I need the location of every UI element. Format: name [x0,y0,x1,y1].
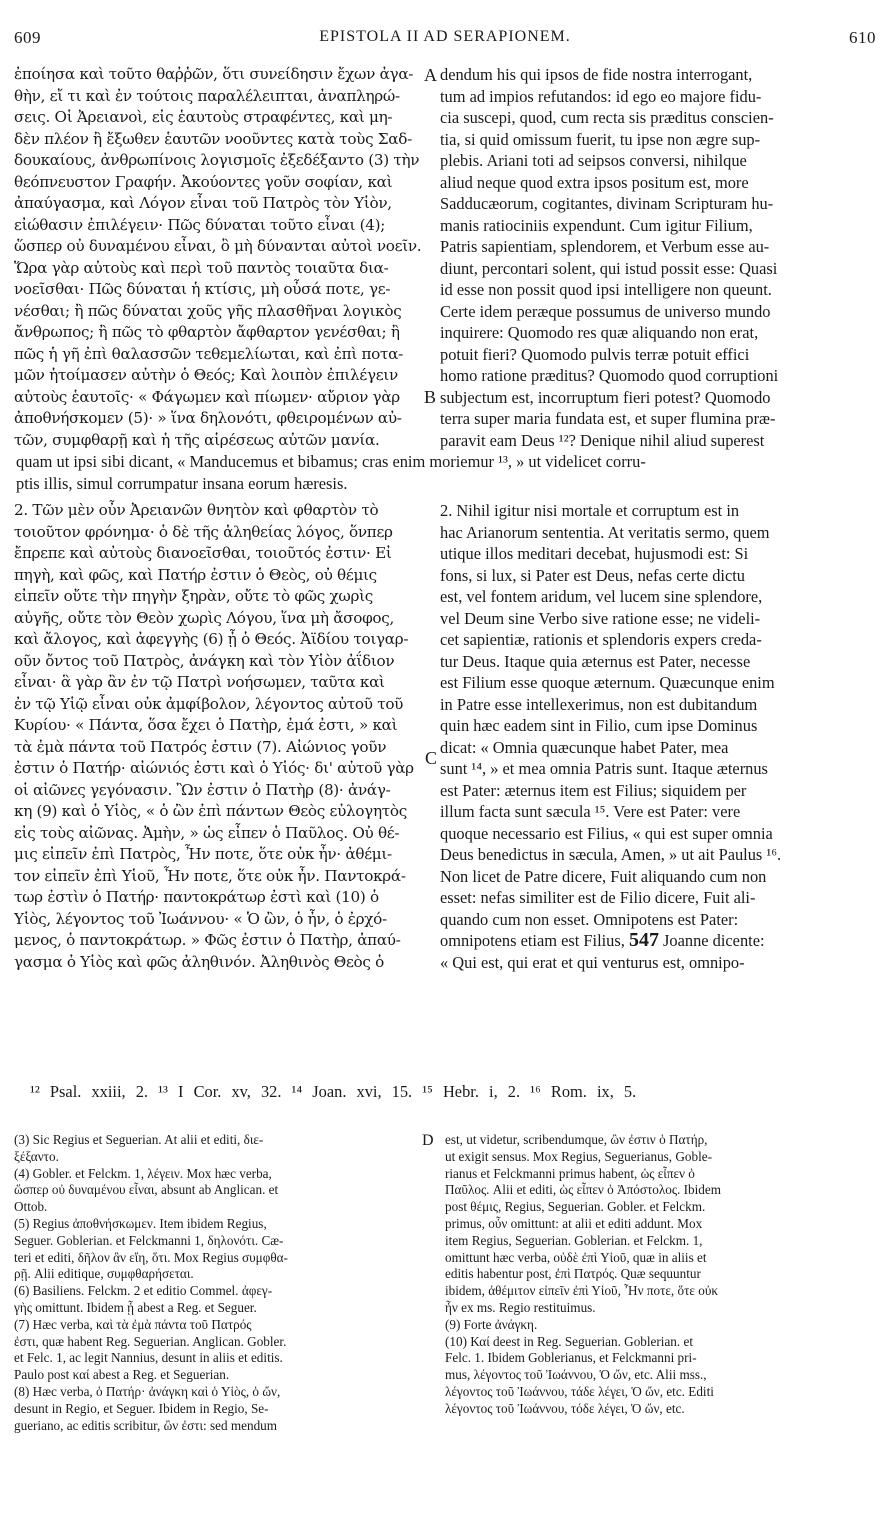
latin-text-line: cet sapientiæ, rationis et splendoris expers creda- [440,630,762,649]
latin-text-line: plebis. Ariani toti ad seipsos conversi, nihilque [440,151,747,170]
latin-text-line: quin hæc eadem sint in Filio, cum ipse Dominus [440,716,758,735]
greek-text-line: ἐστιν ὁ Πατήρ· αἰώνιός ἐστι καὶ ὁ Υἱός· δι' αὐτοῦ γὰρ [14,759,414,777]
full-width-passage [16,451,876,494]
footnote-line: ἦν ex ms. Regio restituimus. [445,1299,596,1315]
latin-text-line: dendum his qui ipsos de fide nostra interrogant, [440,65,753,84]
running-title: EPISTOLA II AD SERAPIONEM. [319,28,571,45]
footnote-line: λέγοντος τοῦ Ἰωάννου, τάδε λέγει, Ὁ ὤν, etc. Editi [445,1383,714,1399]
footnote-line: ξέξαντο. [14,1148,59,1164]
latin-text-line: paravit eam Deus ¹²? Denique nihil aliud superest [440,430,765,450]
footnote-line: (9) Forte ἀνάγκη. [445,1316,538,1332]
latin-text-line: fons, si lux, si Pater est Deus, nefas certe dictu [440,565,745,585]
greek-text-line: πῶς ἡ γῆ ἐπὶ θαλασσῶν τεθεμελίωται, καὶ ἐπὶ ποτα- [14,344,403,363]
latin-text-line: est, vel fontem aridum, vel lucem sine splendore, [440,587,763,606]
latin-text-line: Certe idem peræque possumus de universo mundo [440,301,771,321]
footnote-line: rianus et Felckmanni primus habent, ὡς εἶπεν ὁ [445,1165,695,1181]
greek-text-line: Κυρίου· « Πάντα, ὅσα ἔχει ὁ Πατὴρ, ἐμά ἐστι, » καὶ [14,716,398,734]
greek-text-line: οῦν ὄντος τοῦ Πατρὸς, ἀνάγκη καὶ τὸν Υἱὸν ἀΐδιον [14,651,395,670]
scripture-references: ¹² Psal. xxiii, 2. ¹³ I Cor. xv, 32. ¹⁴ Joan. xvi, 15. ¹⁵ Hebr. i, 2. ¹⁶ Rom. ix, 5. [30,1082,637,1101]
latin-text-line: 2. Nihil igitur nisi mortale et corruptum est in [440,501,740,520]
margin-marker-b: B [424,387,437,407]
latin-text-line: « Qui est, qui erat et qui venturus est, omnipo- [440,952,745,972]
footnote-line: (10) Καί deest in Reg. Seguerian. Goblerian. et [445,1333,694,1349]
greek-text-line: δουκαίους, ἀνθρωπίνοις λογισμοῖς ἐξεδέξαντο (3) τὴν [14,151,420,169]
page-number-right: 610 [849,28,876,47]
greek-text-line: τωρ ἐστὶν ὁ Πατήρ· παντοκράτωρ ἐστὶ καὶ (10) ὁ [14,888,379,906]
latin-text-line: id esse non possit quod ipsi intelligere non queunt. [440,280,772,299]
latin-text-line: tum ad impios refutandos: id ego eo majore fidu- [440,86,762,106]
footnote-line: item Regius, Seguerian. Goblerian. et Felckm. 1, [445,1232,703,1248]
latin-text-line: potuit fieri? Quomodo pulvis terræ potuit effici [440,344,750,364]
greek-text-line: τοιοῦτον φρόνημα· ὁ δὲ τῆς ἀληθείας λόγος, ὅνπερ [14,522,393,541]
latin-text-line: vel Deum sine Verbo sive ratione esse; ne videli- [440,608,761,628]
footnote-line: (5) Regius ἀποθνήσκωμεν. Item ibidem Regius, [14,1215,267,1231]
greek-text-line: τον εἰπεῖν ἐπὶ Υἱοῦ, Ἦν ποτε, ὅτε οὐκ ἦν. Παντοκρά- [14,866,406,885]
notes-right-column [445,1132,877,1418]
greek-text-line: μῶν ἡτοίμασεν αὐτὴν ὁ Θεός; Καὶ λοιπὸν ἐπιλέγειν [14,366,398,384]
footnote-line: γὴς omittunt. Ibidem ᾖ abest a Reg. et Seguer. [14,1299,257,1315]
footnote-line: (8) Hæc verba, ὁ Πατήρ· ἀνάγκη καὶ ὁ Υἱὸς, ὁ ὤν, [14,1383,281,1399]
footnote-line: (4) Gobler. et Felckm. 1, λέγειν. Mox hæc verba, [14,1165,272,1181]
latin-text-line: Patris sapientiam, splendorem, et Verbum esse au- [440,237,770,256]
margin-marker-a: A [424,65,437,85]
latin-text-line: hac Arianorum sententia. At veritatis sermo, quem [440,522,770,542]
greek-text-line: κη (9) καὶ ὁ Υἱὸς, « ὁ ὢν ἐπὶ πάντων Θεὸς εὐλογητὸς [14,802,407,820]
greek-text-line: τῶν, συμφθαρῇ καὶ ἡ τῆς αἱρέσεως αὐτῶν μανία. [14,430,380,449]
greek-text-line: 2. Τῶν μὲν οὖν Ἀρειανῶν θνητὸν καὶ φθαρτὸν τὸ [14,501,379,519]
margin-marker-d: D [422,1132,434,1149]
full-width-text-line: ptis illis, simul corrumpatur insana eorum hæresis. [16,473,348,493]
latin-text-line: tur Deus. Itaque quia æternus est Pater, necesse [440,651,751,671]
full-width-text-line: quam ut ipsi sibi dicant, « Manducemus et bibamus; cras enim moriemur ¹³, » ut videlicet corru- [16,452,646,471]
greek-text-line: νοεῖσθαι· Πῶς δύναται ἡ κτίσις, μὴ οὖσά ποτε, γε- [14,280,391,298]
footnote-line: teri et editi, δῆλον ἂν εἴη, ὅτι. Mox Regius συμφθα- [14,1249,288,1265]
footnote-line: gueriano, ac editis scribitur, ὢν ἐστι: sed mendum [14,1417,278,1433]
footnote-line: Paulo post καί abest a Reg. et Seguerian. [14,1367,230,1383]
latin-text-line: Deus benedictus in sæcula, Amen, » ut ait Paulus ¹⁶. [440,845,782,864]
latin-text-line: quoque necessario est Filius, « qui est super omnia [440,823,773,843]
greek-text-line: μις εἰπεῖν ἐπὶ Πατρὸς, Ἦν ποτε, ὅτε οὐκ ἦν· ἀθέμι- [14,845,392,863]
greek-text-line: οἱ αἰῶνες γεγόνασιν. Ὢν ἐστιν ὁ Πατὴρ (8)· ἀνάγ- [14,780,391,799]
latin-text-line: esset: nefas similiter est de Filio dicere, Fuit ali- [440,888,756,907]
greek-text-line: γασμα ὁ Υἱὸς καὶ φῶς ἀληθινόν. Ἀληθινὸς Θεὸς ὁ [14,952,384,971]
footnote-line: λέγοντος τοῦ Ἰωάννου, τόδε λέγει, Ὁ ὤν, etc. [445,1400,685,1416]
latin-column-top [440,64,878,451]
greek-text-line: Ὥρα γὰρ αὐτοὺς καὶ περὶ τοῦ παντὸς τοιαῦτα δια- [14,258,389,277]
greek-text-line: δὲν πλέον ἢ ἔξωθεν ἑαυτῶν νοοῦντες κατὰ τοὺς Σαδ- [14,129,412,148]
latin-text-line: utique illos meditari decebat, hujusmodi est: Si [440,544,749,563]
footnote-line: (3) Sic Regius et Seguerian. At alii et editi, διε- [14,1132,264,1147]
greek-text-line: ἐν τῷ Υἱῷ εἶναι οὐκ ἀμφίβολον, λέγοντος αὐτοῦ τοῦ [14,694,404,713]
greek-text-line: ἐποίησα καὶ τοῦτο θαῤῥῶν, ὅτι συνείδησιν ἔχων ἀγα- [14,65,414,83]
footnote-line: omittunt hæc verba, οὐδὲ ἐπὶ Υἱοῦ, quæ in aliis et [445,1249,707,1265]
greek-text-line: ἀπαύγασμα, καὶ Λόγον εἶναι τοῦ Πατρὸς τὸν Υἱὸν, [14,194,392,212]
greek-text-line: εἰώθασιν ἐπιλέγειν· Πῶς δύναται τοῦτο εἶναι (4); [14,215,386,234]
greek-text-line: ὥσπερ οὐ δυναμένου εἶναι, ὃ μὴ δύνανται αὐτοὶ νοεῖν. [14,237,422,255]
latin-text-line: cia suscepi, quod, cum recta sis præditus conscien- [440,108,774,127]
footnote-line: ibidem, ἀθέμιτον εἰπεῖν ἐπὶ Υἱοῦ, Ἦν ποτε, ὅτε οὐκ [445,1283,719,1299]
latin-text-line: homo ratione præditus? Quomodo quod corruptioni [440,366,779,385]
footnote-line: ρῇ. Alii editique, συμφθαρήσεται. [14,1266,194,1282]
greek-text-line: αὐτοὺς ἑαυτοῖς· « Φάγωμεν καὶ πίωμεν· αὔριον γὰρ [14,387,400,406]
greek-text-line: Υἱὸς, λέγοντος τοῦ Ἰωάννου· « Ὁ ὢν, ὁ ἦν, ὁ ἐρχό- [14,909,387,928]
footnote-line: primus, οὖν omittunt: at alii et editi addunt. Mox [445,1215,703,1231]
greek-text-line: σεις. Οἱ Ἀρειανοὶ, εἰς ἑαυτοὺς στραφέντες, καὶ μη- [14,108,393,126]
footnote-line: Felc. 1. Ibidem Goblerianus, et Felckmanni pri- [445,1350,697,1366]
greek-text-line: ἄνθρωπος; ἢ πῶς τὸ φθαρτὸν ἄφθαρτον γενέσθαι; ἢ [14,323,400,341]
footnote-line: ut exigit sensus. Mox Regius, Seguerianus, Goble- [445,1148,713,1164]
notes-left-column [14,1132,424,1434]
footnote-line: post θέμις, Regius, Seguerian. Gobler. et Felckm. [445,1199,706,1215]
greek-text-line: αὐγῆς, οὔτε τὸν Θεὸν χωρὶς Λόγου, ἵνα μὴ ἄσοφος, [14,608,395,627]
latin-text-line: Non licet de Patre dicere, Fuit aliquando cum non [440,866,767,886]
latin-text-line: manis ratiociniis expendunt. Cum igitur Filium, [440,215,753,235]
footnote-line: editis habentur post, ἐπὶ Πατρός. Quæ sequuntur [445,1266,701,1282]
latin-text-line: inquirere: Quomodo res quæ aliquando non erat, [440,323,759,342]
greek-text-line: καὶ ἄλογος, καὶ ἀφεγγὴς (6) ᾖ ὁ Θεός. Ἀϊδίου τοιγαρ- [14,630,409,648]
greek-text-line: τὰ ἐμὰ πάντα τοῦ Πατρός ἐστιν (7). Αἰώνιος γοῦν [14,737,387,756]
footnote-line: desunt in Regio, et Seguer. Ibidem in Regio, Se- [14,1400,269,1416]
greek-text-line: νέσθαι; ἢ πῶς δύναται χοῦς γῆς πλασθῆναι λογικὸς [14,301,402,320]
latin-text-line: subjectum est, incorruptum fieri potest? Quomodo [440,387,771,407]
latin-text-line: Sadducæorum, cogitantes, divinam Scripturam hu- [440,194,774,213]
footnote-line: (7) Hæc verba, καὶ τὰ ἐμὰ πάντα τοῦ Πατρός [14,1316,252,1332]
greek-text-line: θὴν, εἴ τι καὶ ἐν τούτοις παραλέλειπται, ἀναπληρώ- [14,86,400,105]
greek-text-line: θεόπνευστον Γραφήν. Ἀκούοντες γοῦν σοφίαν, καὶ [14,172,393,191]
latin-text-line: est Filium esse quoque æternum. Quæcunque enim [440,673,775,692]
margin-marker-c: C [425,748,438,768]
latin-text-line: quando cum non esset. Omnipotens est Pater: [440,909,739,929]
greek-text-line: μενος, ὁ παντοκράτωρ. » Φῶς ἐστιν ὁ Πατὴρ, ἀπαύ- [14,931,401,949]
footnote-line: Ottob. [14,1199,48,1215]
greek-text-line: ἔπρεπε καὶ αὐτοὺς διανοεῖσθαι, τοιοῦτός ἐστιν· Εἰ [14,544,392,562]
latin-text-line: sunt ¹⁴, » et mea omnia Patris sunt. Itaque æternus [440,759,768,778]
footnote-line: et Felc. 1, ac legit Nannius, desunt in aliis et editis. [14,1350,283,1366]
latin-text-line: est Pater: æternus item est Filius; siquidem per [440,780,747,800]
footnote-line: (6) Basiliens. Felckm. 2 et editio Commel. ἀφεγ- [14,1283,273,1299]
footnote-line: est, ut videtur, scribendumque, ὢν ἐστιν ὁ Πατήρ, [445,1132,708,1147]
page-header [14,28,876,54]
latin-text-line: dicat: « Omnia quæcunque habet Pater, mea [440,737,729,757]
footnote-line: ἐστι, quæ habent Reg. Seguerian. Anglican. Gobler. [14,1333,287,1349]
latin-text-line: in Patre esse intellexerimus, non est dubitandum [440,694,758,714]
edition-page-number: 547 [628,930,659,951]
footnote-line: ὥσπερ οὐ δυναμένου εἶναι, absunt ab Anglican. et [14,1182,279,1198]
greek-text-line: ἀποθνήσκομεν (5)· » ἵνα δηλονότι, φθειρομένων αὐ- [14,409,402,427]
greek-text-line: εἰπεῖν οὔτε τὴν πηγὴν ξηρὰν, οὔτε τὸ φῶς χωρὶς [14,587,373,605]
latin-text-line: illum facta sunt sæcula ¹⁵. Vere est Pater: vere [440,802,741,821]
page-number-left: 609 [14,28,41,47]
latin-text-line: aliud neque quod extra ipsos positum est, more [440,172,749,192]
footnote-line: mus, λέγοντος τοῦ Ἰωάννου, Ὁ ὤν, etc. Alii mss., [445,1367,707,1383]
latin-text-line: terra super maria fundata est, et super flumina præ- [440,409,776,428]
greek-column-top [14,64,426,451]
greek-text-line: εἰς τοὺς αἰῶνας. Ἀμὴν, » ὡς εἶπεν ὁ Παῦλος. Οὐ θέ- [14,823,400,842]
footnote-line: Seguer. Goblerian. et Felckmanni 1, δηλονότι. Cæ- [14,1232,284,1248]
footnote-line: Παῦλος. Alii et editi, ὡς εἶπεν ὁ Ἀπόστολος. Ibidem [445,1182,721,1198]
latin-text-line: diunt, percontari solent, qui istud possit esse: Quasi [440,258,778,278]
greek-text-line: εἶναι· ἃ γὰρ ἂν ἐν τῷ Πατρὶ νοήσωμεν, ταῦτα καὶ [14,673,385,691]
latin-column-bottom [440,500,878,973]
latin-text-line: omnipotens etiam est Filius, 547 Joanne dicente: [440,930,765,951]
greek-text-line: πηγὴ, καὶ φῶς, καὶ Πατήρ ἐστιν ὁ Θεὸς, οὐ θέμις [14,565,377,584]
latin-text-line: tia, si quid omissum fuerit, tu ipse non ægre sup- [440,129,761,149]
greek-column-bottom [14,500,426,973]
